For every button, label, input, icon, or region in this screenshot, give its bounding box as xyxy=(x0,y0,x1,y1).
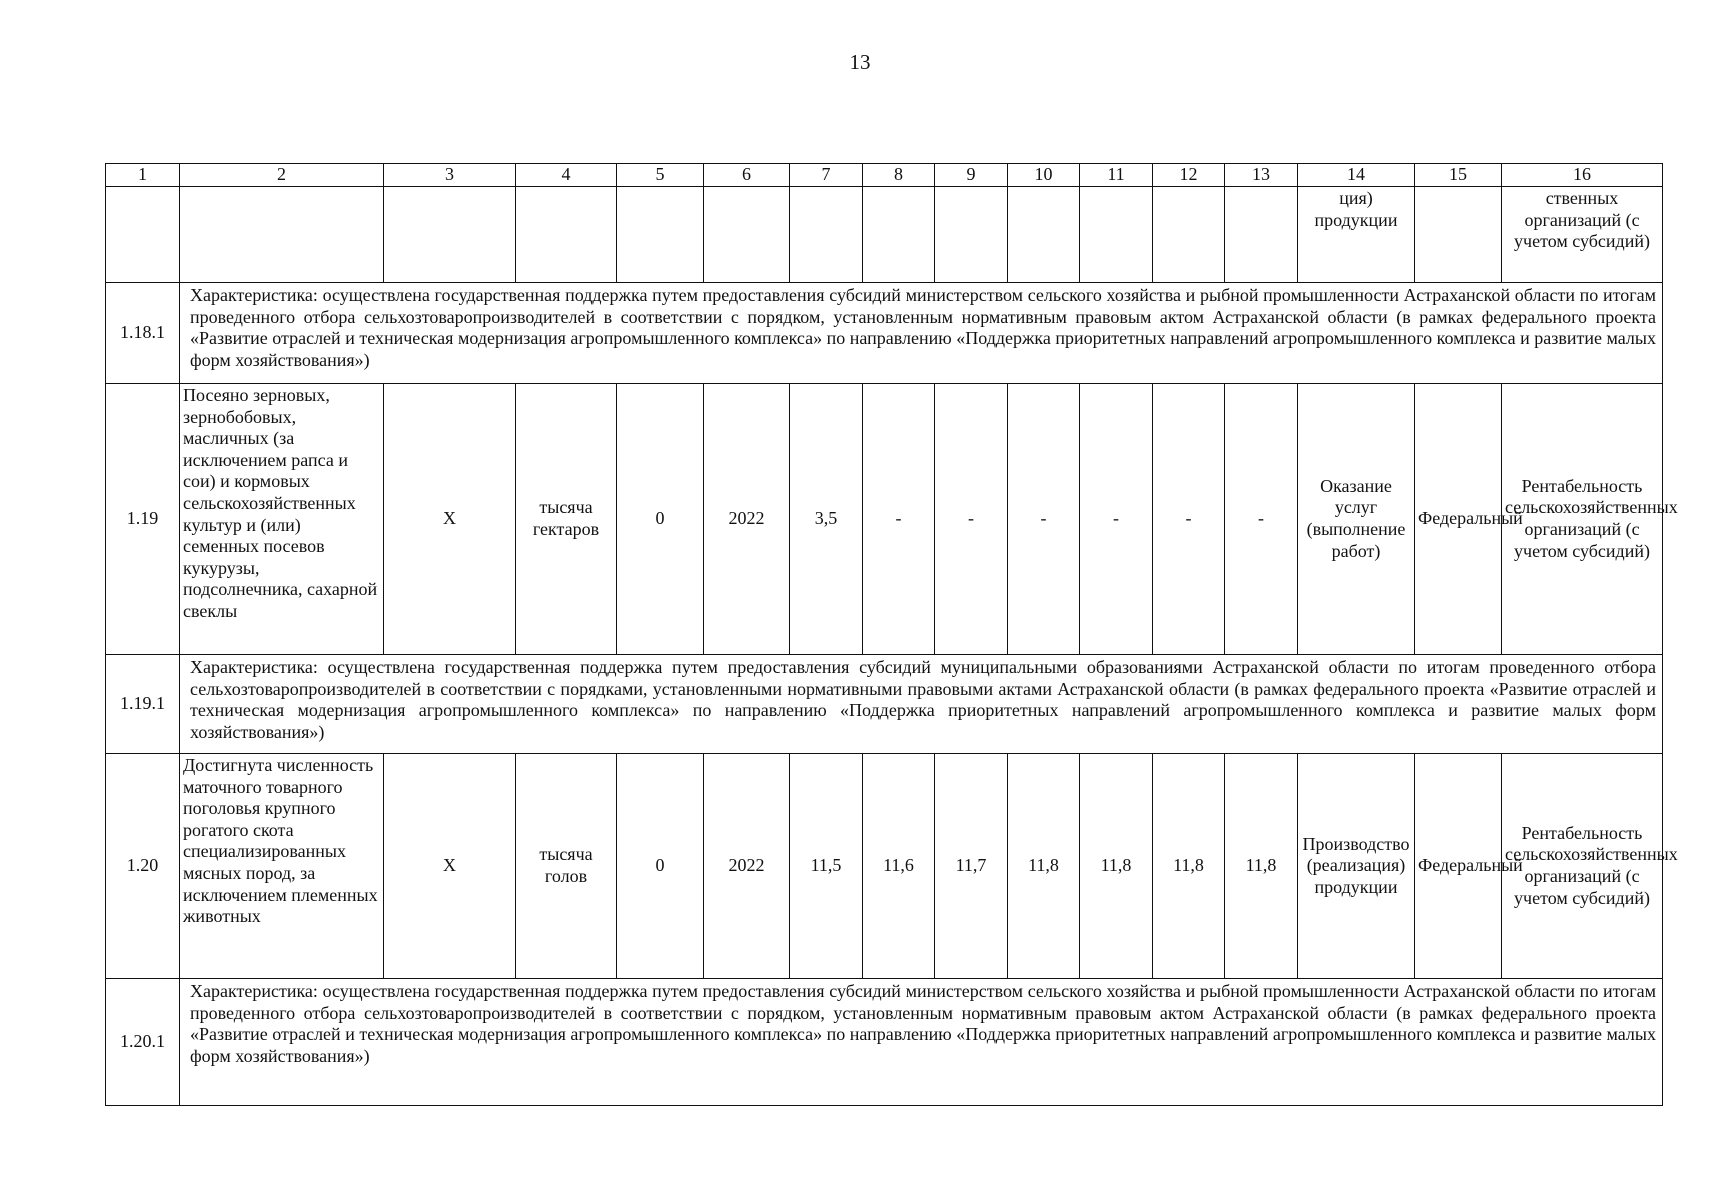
value-cell: - xyxy=(1080,384,1153,655)
header-row xyxy=(106,164,1663,187)
row-number: 1.20 xyxy=(106,754,180,979)
cell-col-3: Х xyxy=(384,384,516,655)
base-year-cell: 2022 xyxy=(704,384,790,655)
base-value-cell: 0 xyxy=(617,384,704,655)
unit-cell: тысяча гектаров xyxy=(516,384,617,655)
table-row xyxy=(106,283,1663,384)
empty-cell xyxy=(863,187,935,283)
type-cell: Производство (реализация) продукции xyxy=(1298,754,1415,979)
empty-cell xyxy=(1008,187,1080,283)
column-number: 12 xyxy=(1153,164,1225,187)
column-number: 5 xyxy=(617,164,704,187)
value-cell: 11,8 xyxy=(1153,754,1225,979)
table-row xyxy=(106,979,1663,1106)
column-number: 9 xyxy=(935,164,1008,187)
value-cell: 3,5 xyxy=(790,384,863,655)
value-cell: 11,5 xyxy=(790,754,863,979)
value-cell: 11,8 xyxy=(1080,754,1153,979)
empty-cell xyxy=(935,187,1008,283)
characteristic-text: Характеристика: осуществлена государственная поддержка путем предоставления субсидий министерством сельского хозяйства и рыбной промышленности Астраханской области по итогам проведенного отбора сельхозтоваропроизводителей в соответствии с порядком, установленным нормативным правовым актом Астраханской области (в рамках федерального проекта «Развитие отраслей и техническая модернизация агропромышленного комплекса» по направлению «Поддержка приоритетных направлений агропромышленного комплекса и развитие малых форм хозяйствования») xyxy=(180,979,1663,1106)
value-cell: 11,7 xyxy=(935,754,1008,979)
column-number: 6 xyxy=(704,164,790,187)
empty-cell xyxy=(384,187,516,283)
row-number: 1.18.1 xyxy=(106,283,180,384)
column-number: 15 xyxy=(1415,164,1502,187)
linked-indicator-cell: Рентабельность сельскохозяйственных организаций (с учетом субсидий) xyxy=(1502,754,1663,979)
column-number: 13 xyxy=(1225,164,1298,187)
value-cell: - xyxy=(863,384,935,655)
indicators-table xyxy=(105,163,1678,1106)
row-number: 1.20.1 xyxy=(106,979,180,1106)
cell-col-3: Х xyxy=(384,754,516,979)
empty-cell xyxy=(1225,187,1298,283)
table-row xyxy=(106,655,1663,754)
value-cell: - xyxy=(935,384,1008,655)
indicator-name: Посеяно зерновых, зернобобовых, масличных (за исключением рапса и сои) и кормовых сельскохозяйственных культур и (или) семенных посевов кукурузы, подсолнечника, сахарной свеклы xyxy=(180,384,384,655)
column-number: 1 xyxy=(106,164,180,187)
value-cell: 11,8 xyxy=(1008,754,1080,979)
empty-cell xyxy=(1153,187,1225,283)
empty-cell xyxy=(790,187,863,283)
column-number: 16 xyxy=(1502,164,1663,187)
column-number: 4 xyxy=(516,164,617,187)
column-number: 8 xyxy=(863,164,935,187)
continuation-row xyxy=(106,187,1663,283)
column-number: 7 xyxy=(790,164,863,187)
base-value-cell: 0 xyxy=(617,754,704,979)
column-number: 14 xyxy=(1298,164,1415,187)
column-number: 3 xyxy=(384,164,516,187)
characteristic-text: Характеристика: осуществлена государственная поддержка путем предоставления субсидий министерством сельского хозяйства и рыбной промышленности Астраханской области по итогам проведенного отбора сельхозтоваропроизводителей в соответствии с порядком, установленным нормативным правовым актом Астраханской области (в рамках федерального проекта «Развитие отраслей и техническая модернизация агропромышленного комплекса» по направлению «Поддержка приоритетных направлений агропромышленного комплекса и развитие малых форм хозяйствования») xyxy=(180,283,1663,384)
level-cell: Федеральный xyxy=(1415,754,1502,979)
empty-cell xyxy=(106,187,180,283)
page-number: 13 xyxy=(849,50,871,74)
column-number: 11 xyxy=(1080,164,1153,187)
empty-cell xyxy=(180,187,384,283)
column-number: 10 xyxy=(1008,164,1080,187)
unit-cell: тысяча голов xyxy=(516,754,617,979)
empty-cell xyxy=(704,187,790,283)
indicator-name: Достигнута численность маточного товарного поголовья крупного рогатого скота специализированных мясных пород, за исключением племенных животных xyxy=(180,754,384,979)
linked-indicator-cell: Рентабельность сельскохозяйственных организаций (с учетом субсидий) xyxy=(1502,384,1663,655)
characteristic-text: Характеристика: осуществлена государственная поддержка путем предоставления субсидий муниципальными образованиями Астраханской области по итогам проведенного отбора сельхозтоваропроизводителей в соответствии с порядками, установленными нормативными правовыми актами Астраханской области (в рамках федерального проекта «Развитие отраслей и техническая модернизация агропромышленного комплекса» по направлению «Поддержка приоритетных направлений агропромышленного комплекса и развитие малых форм хозяйствования») xyxy=(180,655,1663,754)
row-number: 1.19.1 xyxy=(106,655,180,754)
value-cell: - xyxy=(1153,384,1225,655)
empty-cell xyxy=(516,187,617,283)
empty-cell xyxy=(1415,187,1502,283)
level-cell: Федеральный xyxy=(1415,384,1502,655)
table-row xyxy=(106,384,1663,655)
value-cell: - xyxy=(1008,384,1080,655)
value-cell: 11,6 xyxy=(863,754,935,979)
table-row xyxy=(106,754,1663,979)
type-cell: Оказание услуг (выполнение работ) xyxy=(1298,384,1415,655)
base-year-cell: 2022 xyxy=(704,754,790,979)
value-cell: 11,8 xyxy=(1225,754,1298,979)
empty-cell xyxy=(1080,187,1153,283)
continuation-cell-14: ция) продукции xyxy=(1298,187,1415,283)
empty-cell xyxy=(617,187,704,283)
row-number: 1.19 xyxy=(106,384,180,655)
value-cell: - xyxy=(1225,384,1298,655)
continuation-cell-16: ственных организаций (с учетом субсидий) xyxy=(1502,187,1663,283)
column-number: 2 xyxy=(180,164,384,187)
